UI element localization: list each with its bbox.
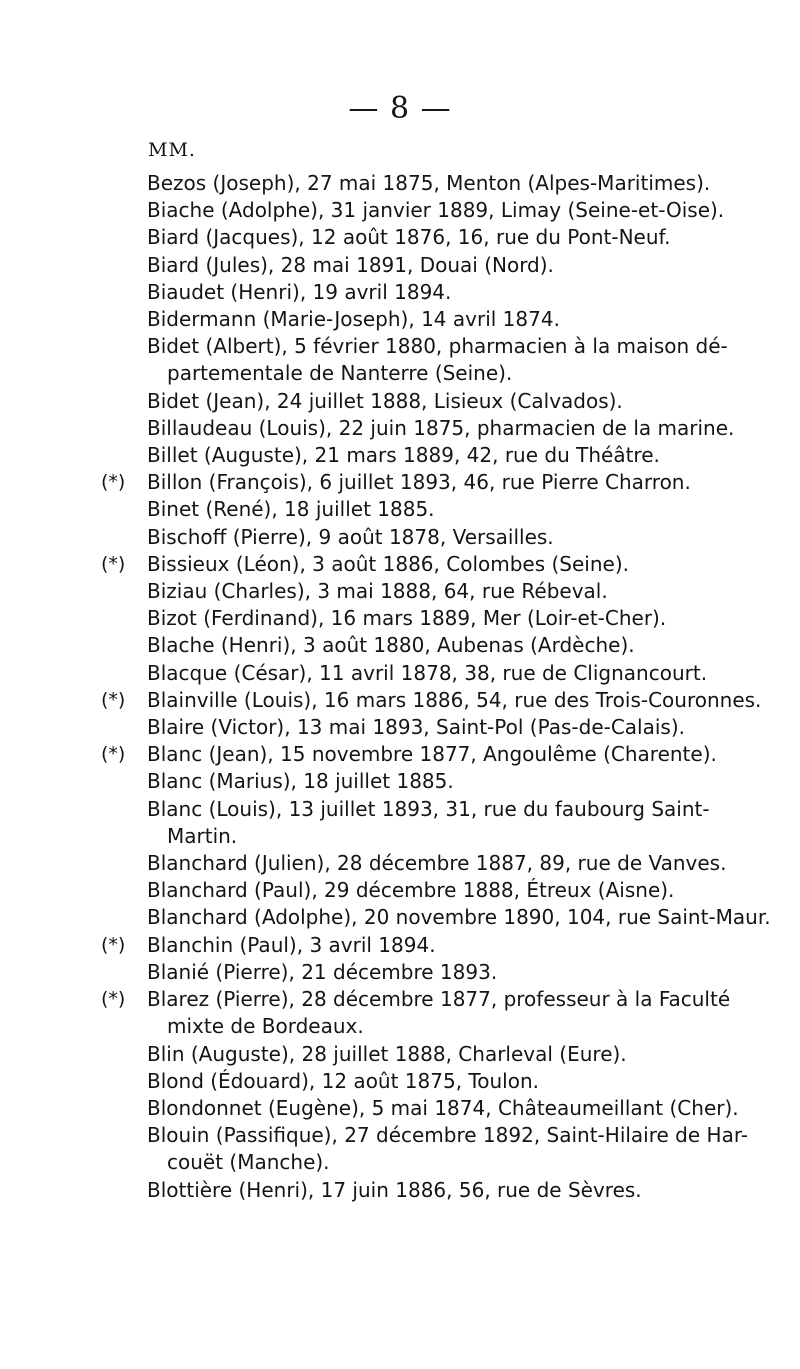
list-item — [0, 687, 800, 714]
list-item — [0, 796, 800, 850]
list-item — [0, 1095, 800, 1122]
entry-text: Blouin (Passifique), 27 décembre 1892, Saint-Hilaire de Har- — [147, 1123, 748, 1148]
list-item — [0, 306, 800, 333]
entry-text: Blanié (Pierre), 21 décembre 1893. — [147, 959, 498, 984]
entry-text: Blondonnet (Eugène), 5 mai 1874, Châteaumeillant (Cher). — [147, 1095, 739, 1120]
list-item — [0, 524, 800, 551]
list-item — [0, 932, 800, 959]
asterisk-marker: (*) — [101, 743, 126, 766]
entry-text: Biard (Jules), 28 mai 1891, Douai (Nord). — [147, 252, 554, 277]
list-item — [0, 469, 800, 496]
asterisk-marker: (*) — [101, 471, 126, 494]
entry-text: Blanchard (Adolphe), 20 novembre 1890, 104, rue Saint-Maur. — [147, 905, 771, 930]
entry-text: Billon (François), 6 juillet 1893, 46, rue Pierre Charron. — [147, 470, 691, 495]
entry-text: Biache (Adolphe), 31 janvier 1889, Limay (Seine-et-Oise). — [147, 198, 725, 223]
asterisk-marker: (*) — [101, 688, 126, 711]
list-item — [0, 632, 800, 659]
list-item — [0, 279, 800, 306]
entry-text: Bidet (Albert), 5 février 1880, pharmacien à la maison dé- — [147, 334, 728, 359]
entry-text: Blond (Édouard), 12 août 1875, Toulon. — [147, 1068, 539, 1093]
list-item — [0, 768, 800, 795]
list-item — [0, 1177, 800, 1204]
entry-text: Blottière (Henri), 17 juin 1886, 56, rue de Sèvres. — [147, 1177, 642, 1202]
list-item — [0, 170, 800, 197]
list-item — [0, 986, 800, 1040]
entry-text: Billaudeau (Louis), 22 juin 1875, pharmacien de la marine. — [147, 415, 735, 440]
entry-text: Billet (Auguste), 21 mars 1889, 42, rue du Théâtre. — [147, 443, 660, 468]
list-item — [0, 197, 800, 224]
entry-text: Biziau (Charles), 3 mai 1888, 64, rue Rébeval. — [147, 579, 608, 604]
entry-text: Blanchard (Julien), 28 décembre 1887, 89, rue de Vanves. — [147, 851, 727, 876]
list-item — [0, 496, 800, 523]
list-item — [0, 1122, 800, 1176]
list-item — [0, 333, 800, 387]
list-item — [0, 877, 800, 904]
entry-text: Blanc (Louis), 13 juillet 1893, 31, rue du faubourg Saint- — [147, 796, 710, 821]
entry-text: Bidet (Jean), 24 juillet 1888, Lisieux (Calvados). — [147, 388, 623, 413]
entry-continuation: mixte de Bordeaux. — [167, 1014, 364, 1039]
list-item — [0, 741, 800, 768]
list-item — [0, 904, 800, 931]
entry-continuation: couët (Manche). — [167, 1150, 330, 1175]
entry-text: Blarez (Pierre), 28 décembre 1877, professeur à la Faculté — [147, 987, 731, 1012]
entry-text: Blin (Auguste), 28 juillet 1888, Charleval (Eure). — [147, 1041, 627, 1066]
list-item — [0, 224, 800, 251]
list-item — [0, 605, 800, 632]
list-item — [0, 388, 800, 415]
entry-text: Bezos (Joseph), 27 mai 1875, Menton (Alpes-Maritimes). — [147, 171, 711, 195]
asterisk-marker: (*) — [101, 988, 126, 1011]
entry-text: Blaire (Victor), 13 mai 1893, Saint-Pol (Pas-de-Calais). — [147, 715, 686, 740]
list-item — [0, 578, 800, 605]
entry-text: Blanc (Marius), 18 juillet 1885. — [147, 769, 454, 794]
entry-text: Bizot (Ferdinand), 16 mars 1889, Mer (Loir-et-Cher). — [147, 606, 667, 631]
page-number: — 8 — — [348, 91, 452, 126]
entry-text: Blainville (Louis), 16 mars 1886, 54, rue des Trois-Couronnes. — [147, 687, 762, 712]
list-item — [0, 551, 800, 578]
entry-text: Binet (René), 18 juillet 1885. — [147, 497, 435, 522]
list-item — [0, 660, 800, 687]
entry-text: Bissieux (Léon), 3 août 1886, Colombes (Seine). — [147, 551, 629, 576]
list-item — [0, 442, 800, 469]
list-item — [0, 959, 800, 986]
list-item — [0, 252, 800, 279]
entry-text: Blanchin (Paul), 3 avril 1894. — [147, 932, 436, 957]
list-item — [0, 1041, 800, 1068]
asterisk-marker: (*) — [101, 552, 126, 575]
entry-text: Biard (Jacques), 12 août 1876, 16, rue du Pont-Neuf. — [147, 225, 671, 250]
entry-continuation: partementale de Nanterre (Seine). — [167, 361, 513, 386]
entry-text: Blache (Henri), 3 août 1880, Aubenas (Ardèche). — [147, 633, 635, 658]
entry-text: Blacque (César), 11 avril 1878, 38, rue de Clignancourt. — [147, 660, 708, 685]
entry-list — [0, 170, 800, 1204]
asterisk-marker: (*) — [101, 933, 126, 956]
list-item — [0, 1068, 800, 1095]
entry-text: Blanc (Jean), 15 novembre 1877, Angoulême (Charente). — [147, 742, 717, 767]
entry-text: Biaudet (Henri), 19 avril 1894. — [147, 279, 452, 304]
salutation: MM. — [148, 139, 196, 161]
list-item — [0, 714, 800, 741]
entry-text: Bidermann (Marie-Joseph), 14 avril 1874. — [147, 307, 560, 332]
entry-continuation: Martin. — [167, 823, 238, 848]
entry-text: Bischoff (Pierre), 9 août 1878, Versailles. — [147, 524, 554, 549]
list-item — [0, 850, 800, 877]
list-item — [0, 415, 800, 442]
entry-text: Blanchard (Paul), 29 décembre 1888, Étreux (Aisne). — [147, 878, 675, 903]
